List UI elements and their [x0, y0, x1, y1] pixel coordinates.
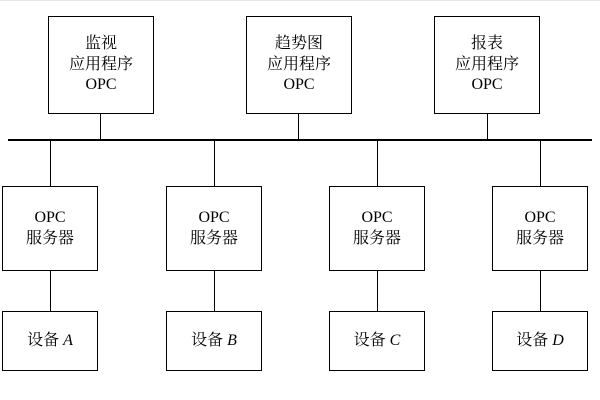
application-node-report-line-2: 应用程序 [454, 55, 519, 73]
device-node-b-label: 设备 B [191, 331, 237, 349]
device-node-d[interactable] [492, 311, 588, 371]
opc-server-node-3[interactable] [329, 186, 425, 271]
connector-bus-to-server3 [377, 141, 378, 186]
connector-app1-to-bus [100, 114, 101, 139]
connector-server1-to-device1 [50, 271, 51, 311]
opc-server-node-1-line-2: 服务器 [25, 229, 74, 247]
connector-app2-to-bus [298, 114, 299, 139]
opc-server-node-1[interactable] [2, 186, 98, 271]
application-node-trend-line-3: OPC [283, 76, 315, 94]
application-node-trend-line-1: 趋势图 [274, 35, 323, 53]
device-node-c-label: 设备 C [353, 331, 401, 349]
application-node-trend-line-2: 应用程序 [266, 55, 331, 73]
connector-app3-to-bus [487, 114, 488, 139]
opc-server-node-4-line-1: OPC [524, 209, 556, 227]
application-node-monitor-line-3: OPC [85, 76, 117, 94]
opc-server-node-3-line-1: OPC [361, 209, 393, 227]
opc-server-node-1-line-1: OPC [34, 209, 66, 227]
network-bus [8, 139, 592, 141]
opc-server-node-2-line-1: OPC [198, 209, 230, 227]
opc-server-node-2[interactable] [166, 186, 262, 271]
connector-bus-to-server2 [214, 141, 215, 186]
application-node-monitor-line-2: 应用程序 [68, 55, 133, 73]
connector-server3-to-device3 [377, 271, 378, 311]
application-node-report-line-1: 报表 [470, 35, 503, 53]
opc-server-node-2-line-2: 服务器 [189, 229, 238, 247]
application-node-trend[interactable] [246, 16, 352, 114]
device-node-a-label: 设备 A [27, 331, 73, 349]
device-node-b[interactable] [166, 311, 262, 371]
connector-server4-to-device4 [540, 271, 541, 311]
connector-server2-to-device2 [214, 271, 215, 311]
device-node-d-label: 设备 D [516, 331, 564, 349]
opc-server-node-4[interactable] [492, 186, 588, 271]
connector-bus-to-server4 [540, 141, 541, 186]
application-node-monitor-line-1: 监视 [84, 35, 117, 53]
device-node-a[interactable] [2, 311, 98, 371]
opc-server-node-4-line-2: 服务器 [515, 229, 564, 247]
opc-server-node-3-line-2: 服务器 [352, 229, 401, 247]
connector-bus-to-server1 [50, 141, 51, 186]
device-node-c[interactable] [329, 311, 425, 371]
application-node-report[interactable] [434, 16, 540, 114]
application-node-monitor[interactable] [48, 16, 154, 114]
application-node-report-line-3: OPC [471, 76, 503, 94]
